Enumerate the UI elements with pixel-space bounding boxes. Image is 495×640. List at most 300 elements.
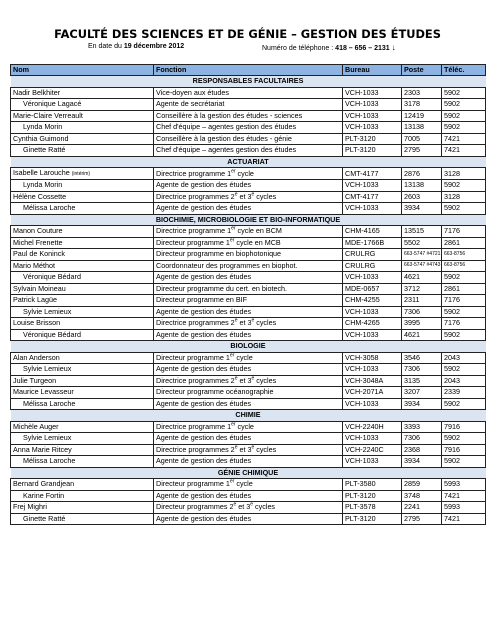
- extension-cell: 3546: [402, 352, 442, 364]
- superscript: er: [229, 237, 235, 244]
- function-text-end: cycle: [234, 479, 253, 489]
- function-cell: [154, 387, 343, 399]
- table-row: [11, 203, 486, 215]
- person-name: Louise Brisson: [13, 318, 61, 328]
- function-cell: [154, 318, 343, 330]
- extension-cell: 2603: [402, 191, 442, 203]
- person-name: Bernard Grandjean: [13, 479, 75, 489]
- person-name: Maurice Levasseur: [13, 387, 74, 397]
- fax-cell: 7916: [442, 421, 486, 433]
- office-cell: VCH-1033: [343, 203, 402, 215]
- person-name: Marie-Claire Verreault: [13, 110, 83, 120]
- section-row: [11, 410, 486, 422]
- table-row: [11, 318, 486, 330]
- extension-cell: 3135: [402, 375, 442, 387]
- extension-cell: 2876: [402, 168, 442, 180]
- office-cell: VCH-1033: [343, 329, 402, 341]
- name-cell: [11, 110, 154, 122]
- phone-line: [262, 43, 396, 52]
- name-cell: [11, 398, 154, 410]
- office-cell: CMT-4177: [343, 191, 402, 203]
- office-cell: VCH-1033: [343, 398, 402, 410]
- office-cell: CHM-4265: [343, 318, 402, 330]
- person-name: Véronique Bédard: [23, 329, 81, 339]
- function-text: Chef d'équipe – agentes gestion des études: [156, 145, 297, 155]
- extension-cell: 13515: [402, 226, 442, 238]
- superscript: e: [234, 317, 238, 324]
- name-cell: [11, 295, 154, 307]
- phone-value: 418 – 656 – 2131: [335, 45, 390, 52]
- function-text: Coordonnateur des programmes en biophot.: [156, 260, 298, 270]
- office-cell: VCH-1033: [343, 110, 402, 122]
- table-row: [11, 433, 486, 445]
- name-cell: [11, 203, 154, 215]
- function-cell: [154, 444, 343, 456]
- name-cell: [11, 272, 154, 284]
- superscript: e: [251, 444, 255, 451]
- person-name: Manon Couture: [13, 226, 63, 236]
- table-row: [11, 364, 486, 376]
- table-row: [11, 479, 486, 491]
- fax-cell: 2339: [442, 387, 486, 399]
- table-row: [11, 272, 486, 284]
- extension-cell: 3748: [402, 490, 442, 502]
- table-row: [11, 421, 486, 433]
- fax-cell: 5902: [442, 272, 486, 284]
- function-text-end: cycle en BCM: [235, 226, 282, 236]
- person-name: Lynda Morin: [23, 122, 63, 132]
- function-cell: [154, 352, 343, 364]
- function-cell: [154, 433, 343, 445]
- office-cell: PLT-3578: [343, 502, 402, 514]
- person-name: Ginette Ratté: [23, 145, 66, 155]
- table-row: [11, 237, 486, 249]
- name-cell: [11, 444, 154, 456]
- function-cell: [154, 513, 343, 525]
- office-cell: CMT-4177: [343, 168, 402, 180]
- function-cell: [154, 203, 343, 215]
- function-text-end: cycles: [253, 502, 276, 512]
- function-text: Directrice programme 1: [156, 226, 232, 236]
- office-cell: VCH-3048A: [343, 375, 402, 387]
- header-bureau: Bureau: [343, 65, 402, 76]
- person-name: Michèle Auger: [13, 421, 59, 431]
- superscript: e: [233, 501, 237, 508]
- extension-cell: 3995: [402, 318, 442, 330]
- function-cell: [154, 283, 343, 295]
- person-name: Ginette Ratté: [23, 513, 66, 523]
- function-cell: [154, 168, 343, 180]
- table-row: [11, 180, 486, 192]
- section-title: RESPONSABLES FACULTAIRES: [11, 76, 486, 88]
- extension-cell: 3934: [402, 398, 442, 410]
- function-text-end: cycles: [254, 444, 277, 454]
- header-fonction: Fonction: [154, 65, 343, 76]
- fax-cell: 5902: [442, 329, 486, 341]
- name-cell: [11, 352, 154, 364]
- extension-cell: 4621: [402, 272, 442, 284]
- person-name: Mélissa Laroche: [23, 398, 76, 408]
- superscript: er: [229, 352, 235, 359]
- extension-cell: 2795: [402, 513, 442, 525]
- office-cell: VCH-2071A: [343, 387, 402, 399]
- name-cell: [11, 145, 154, 157]
- table-row: [11, 191, 486, 203]
- function-text: Conseillère à la gestion des études - sciences: [156, 110, 303, 120]
- function-text: Directeur programmes 2: [156, 502, 234, 512]
- superscript: er: [231, 225, 236, 232]
- name-cell: [11, 87, 154, 99]
- function-cell: [154, 122, 343, 134]
- office-cell: MDE-0657: [343, 283, 402, 295]
- extension-cell: 3934: [402, 203, 442, 215]
- fax-cell: 663-8756: [442, 260, 486, 272]
- function-cell: [154, 421, 343, 433]
- table-row: [11, 375, 486, 387]
- extension-cell: 7306: [402, 306, 442, 318]
- fax-cell: 7421: [442, 513, 486, 525]
- function-cell: [154, 133, 343, 145]
- name-cell: [11, 479, 154, 491]
- extension-cell: 663-5747 #4721: [402, 249, 442, 261]
- date-value: 19 décembre 2012: [123, 43, 185, 50]
- person-name: Sylvie Lemieux: [23, 306, 72, 316]
- function-text-end: cycle: [234, 352, 253, 362]
- person-name: Cynthia Guimond: [13, 133, 69, 143]
- phone-label: Numéro de téléphone :: [262, 45, 336, 52]
- table-row: [11, 456, 486, 468]
- name-cell: [11, 249, 154, 261]
- function-text: Directrice programme 1: [156, 421, 232, 431]
- function-cell: [154, 295, 343, 307]
- function-text-end: cycles: [254, 375, 277, 385]
- section-row: [11, 341, 486, 353]
- person-name: Karine Fortin: [23, 490, 65, 500]
- function-text: Directrice programmes 2: [156, 375, 235, 385]
- fax-cell: 7421: [442, 490, 486, 502]
- table-row: [11, 145, 486, 157]
- name-cell: [11, 502, 154, 514]
- person-name: Lynda Morin: [23, 180, 63, 190]
- person-name: Sylvie Lemieux: [23, 364, 72, 374]
- section-row: [11, 214, 486, 226]
- function-text: Directrice programmes 2: [156, 318, 235, 328]
- fax-cell: 5902: [442, 203, 486, 215]
- function-text-end: cycle: [235, 421, 254, 431]
- function-cell: [154, 145, 343, 157]
- office-cell: VCH-1033: [343, 180, 402, 192]
- extension-cell: 2311: [402, 295, 442, 307]
- down-arrow-icon: ↓: [391, 43, 396, 52]
- name-cell: [11, 375, 154, 387]
- superscript: e: [250, 501, 254, 508]
- person-name: Mario Méthot: [13, 260, 55, 270]
- function-text: Agente de gestion des études: [156, 513, 252, 523]
- function-cell: [154, 110, 343, 122]
- extension-cell: 13138: [402, 180, 442, 192]
- fax-cell: 7421: [442, 145, 486, 157]
- section-title: CHIMIE: [11, 410, 486, 422]
- function-text-end: cycle: [235, 168, 254, 178]
- function-text: Directeur programme du cert. en biotech.: [156, 283, 288, 293]
- function-cell: [154, 180, 343, 192]
- office-cell: VCH-1033: [343, 99, 402, 111]
- table-row: [11, 444, 486, 456]
- staff-table: [10, 64, 486, 525]
- extension-cell: 5502: [402, 237, 442, 249]
- extension-cell: 663-5747 #4743: [402, 260, 442, 272]
- fax-cell: 3128: [442, 168, 486, 180]
- function-text: Agente de gestion des études: [156, 329, 252, 339]
- fax-cell: 5993: [442, 479, 486, 491]
- fax-cell: 5902: [442, 110, 486, 122]
- section-title: ACTUARIAT: [11, 156, 486, 168]
- function-text: Conseillère à la gestion des études - génie: [156, 133, 292, 143]
- function-text-mid: et 3: [237, 444, 252, 454]
- table-row: [11, 260, 486, 272]
- function-text: Directeur programme océanographie: [156, 387, 274, 397]
- name-cell: [11, 168, 154, 180]
- fax-cell: 5902: [442, 456, 486, 468]
- name-cell: [11, 421, 154, 433]
- function-text-mid: et 3: [236, 502, 251, 512]
- extension-cell: 3178: [402, 99, 442, 111]
- person-name: Véronique Lagacé: [23, 99, 82, 109]
- header-nom: Nom: [11, 65, 154, 76]
- section-row: [11, 156, 486, 168]
- function-cell: [154, 398, 343, 410]
- function-cell: [154, 456, 343, 468]
- function-text-mid: et 3: [237, 318, 252, 328]
- header-telec: Téléc.: [442, 65, 486, 76]
- table-row: [11, 490, 486, 502]
- office-cell: VCH-1033: [343, 364, 402, 376]
- function-text-end: cycle en MCB: [234, 237, 281, 247]
- office-cell: VCH-2240H: [343, 421, 402, 433]
- name-cell: [11, 226, 154, 238]
- fax-cell: 2861: [442, 237, 486, 249]
- name-cell: [11, 99, 154, 111]
- fax-cell: 3128: [442, 191, 486, 203]
- table-row: [11, 99, 486, 111]
- function-cell: [154, 490, 343, 502]
- name-cell: [11, 513, 154, 525]
- office-cell: VCH-1033: [343, 433, 402, 445]
- table-row: [11, 168, 486, 180]
- table-row: [11, 122, 486, 134]
- table-row: [11, 398, 486, 410]
- function-text-mid: et 3: [237, 191, 252, 201]
- person-name: Isabelle Larouche: [13, 168, 70, 177]
- extension-cell: 2795: [402, 145, 442, 157]
- office-cell: CRULRG: [343, 249, 402, 261]
- table-row: [11, 249, 486, 261]
- person-name: Paul de Koninck: [13, 249, 65, 259]
- function-text: Directeur programme 1: [156, 479, 230, 489]
- function-text-mid: et 3: [237, 375, 252, 385]
- function-text: Agente de gestion des études: [156, 364, 252, 374]
- function-text-end: cycles: [254, 318, 277, 328]
- table-row: [11, 283, 486, 295]
- fax-cell: 2043: [442, 352, 486, 364]
- function-text: Agente de secrétariat: [156, 99, 225, 109]
- interim-note: (intérim): [71, 171, 91, 177]
- person-name: Frej Mighri: [13, 502, 47, 512]
- function-cell: [154, 479, 343, 491]
- superscript: e: [234, 444, 238, 451]
- office-cell: VCH-1033: [343, 306, 402, 318]
- person-name: Alan Anderson: [13, 352, 60, 362]
- extension-cell: 2241: [402, 502, 442, 514]
- function-text: Directrice programmes 2: [156, 444, 235, 454]
- fax-cell: 5902: [442, 364, 486, 376]
- function-text: Agente de gestion des études: [156, 180, 252, 190]
- function-text: Directrice programmes 2: [156, 191, 235, 201]
- name-cell: [11, 283, 154, 295]
- superscript: er: [229, 478, 235, 485]
- name-cell: [11, 456, 154, 468]
- superscript: e: [234, 375, 238, 382]
- section-title: BIOCHIMIE, MICROBIOLOGIE ET BIO-INFORMATIQUE: [11, 214, 486, 226]
- extension-cell: 3712: [402, 283, 442, 295]
- function-text: Directeur programme en BIF: [156, 295, 248, 305]
- function-cell: [154, 260, 343, 272]
- name-cell: [11, 133, 154, 145]
- name-cell: [11, 364, 154, 376]
- name-cell: [11, 191, 154, 203]
- fax-cell: 2861: [442, 283, 486, 295]
- table-row: [11, 295, 486, 307]
- name-cell: [11, 387, 154, 399]
- extension-cell: 2303: [402, 87, 442, 99]
- name-cell: [11, 260, 154, 272]
- function-cell: [154, 272, 343, 284]
- function-cell: [154, 502, 343, 514]
- office-cell: CHM-4165: [343, 226, 402, 238]
- person-name: Mélissa Laroche: [23, 456, 76, 466]
- office-cell: VCH-1033: [343, 87, 402, 99]
- fax-cell: 7421: [442, 133, 486, 145]
- table-row: [11, 329, 486, 341]
- function-text: Agente de gestion des études: [156, 456, 252, 466]
- function-text: Agente de gestion des études: [156, 433, 252, 443]
- extension-cell: 7306: [402, 433, 442, 445]
- extension-cell: 7005: [402, 133, 442, 145]
- fax-cell: 5993: [442, 502, 486, 514]
- fax-cell: 7176: [442, 226, 486, 238]
- extension-cell: 2368: [402, 444, 442, 456]
- fax-cell: 5902: [442, 398, 486, 410]
- function-cell: [154, 249, 343, 261]
- extension-cell: 3207: [402, 387, 442, 399]
- person-name: Patrick Lagüe: [13, 295, 57, 305]
- name-cell: [11, 237, 154, 249]
- function-text: Agente de gestion des études: [156, 398, 252, 408]
- superscript: e: [234, 191, 238, 198]
- header-poste: Poste: [402, 65, 442, 76]
- function-cell: [154, 375, 343, 387]
- function-cell: [154, 329, 343, 341]
- office-cell: VCH-1033: [343, 272, 402, 284]
- office-cell: PLT-3120: [343, 513, 402, 525]
- office-cell: PLT-3120: [343, 145, 402, 157]
- office-cell: MDE-1766B: [343, 237, 402, 249]
- section-title: GÉNIE CHIMIQUE: [11, 467, 486, 479]
- function-text-end: cycles: [254, 191, 277, 201]
- page-title: FACULTÉ DES SCIENCES ET DE GÉNIE – GESTION DES ÉTUDES: [54, 27, 441, 41]
- office-cell: PLT-3580: [343, 479, 402, 491]
- fax-cell: 7176: [442, 318, 486, 330]
- function-cell: [154, 226, 343, 238]
- fax-cell: 5902: [442, 99, 486, 111]
- extension-cell: 7306: [402, 364, 442, 376]
- name-cell: [11, 329, 154, 341]
- table-row: [11, 133, 486, 145]
- section-row: [11, 76, 486, 88]
- function-text: Agente de gestion des études: [156, 203, 252, 213]
- table-row: [11, 352, 486, 364]
- table-row: [11, 110, 486, 122]
- fax-cell: 5902: [442, 122, 486, 134]
- superscript: er: [231, 168, 236, 175]
- function-text: Directrice programme 1: [156, 168, 232, 178]
- office-cell: PLT-3120: [343, 490, 402, 502]
- function-text: Directeur programme 1: [156, 352, 230, 362]
- section-row: [11, 467, 486, 479]
- extension-cell: 12419: [402, 110, 442, 122]
- person-name: Hélène Cossette: [13, 191, 67, 201]
- name-cell: [11, 433, 154, 445]
- fax-cell: 5902: [442, 180, 486, 192]
- extension-cell: 3934: [402, 456, 442, 468]
- superscript: e: [251, 317, 255, 324]
- person-name: Mélissa Laroche: [23, 203, 76, 213]
- function-text: Agente de gestion des études: [156, 272, 252, 282]
- function-cell: [154, 87, 343, 99]
- function-text: Vice-doyen aux études: [156, 87, 229, 97]
- function-text: Agente de gestion des études: [156, 490, 252, 500]
- date-label: En date du: [88, 43, 124, 50]
- office-cell: VCH-2240C: [343, 444, 402, 456]
- person-name: Nadir Belkhiter: [13, 87, 61, 97]
- office-cell: CRULRG: [343, 260, 402, 272]
- fax-cell: 2043: [442, 375, 486, 387]
- office-cell: VCH-3058: [343, 352, 402, 364]
- superscript: e: [251, 191, 255, 198]
- person-name: Anna Marie Ritcey: [13, 444, 72, 454]
- table-row: [11, 387, 486, 399]
- name-cell: [11, 318, 154, 330]
- fax-cell: 5902: [442, 87, 486, 99]
- person-name: Michel Frenette: [13, 237, 63, 247]
- fax-cell: 663-8756: [442, 249, 486, 261]
- extension-cell: 13138: [402, 122, 442, 134]
- office-cell: CHM-4255: [343, 295, 402, 307]
- extension-cell: 3393: [402, 421, 442, 433]
- person-name: Véronique Bédard: [23, 272, 81, 282]
- function-cell: [154, 99, 343, 111]
- function-cell: [154, 237, 343, 249]
- table-row: [11, 502, 486, 514]
- fax-cell: 5902: [442, 433, 486, 445]
- fax-cell: 5902: [442, 306, 486, 318]
- fax-cell: 7176: [442, 295, 486, 307]
- function-cell: [154, 364, 343, 376]
- office-cell: VCH-1033: [343, 456, 402, 468]
- date-line: [88, 43, 184, 50]
- table-row: [11, 513, 486, 525]
- name-cell: [11, 490, 154, 502]
